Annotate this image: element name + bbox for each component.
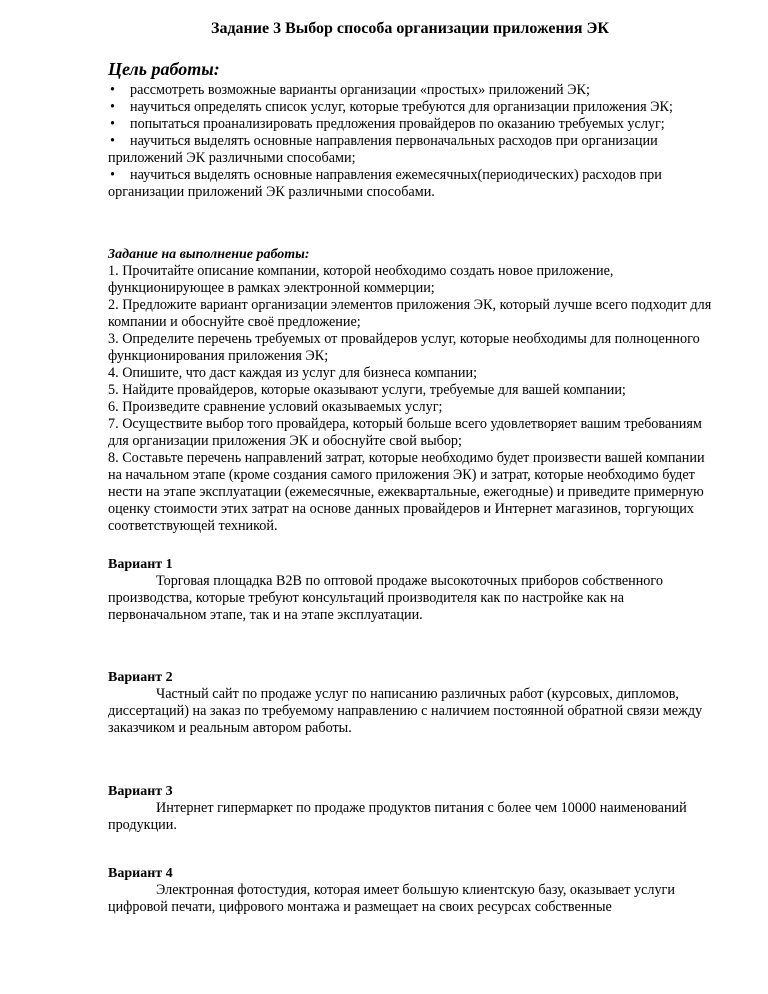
document-title: Задание 3 Выбор способа организации приложения ЭК [211,20,609,37]
goal-bullet: • научиться выделять основные направления первоначальных расходов при организации приложений ЭК различными способами; [108,133,658,166]
goal-bullet: • научиться определять список услуг, которые требуются для организации приложения ЭК; [110,99,673,115]
variant-1 [108,556,712,624]
variant-heading: Вариант 4 [108,866,173,881]
variant-text: Электронная фотостудия, которая имеет большую клиентскую базу, оказывает услуги цифровой печати, цифрового монтажа и размещает на своих ресурсах собственные [108,882,675,915]
goal-bullet: • научиться выделять основные направления ежемесячных(периодических) расходов при организации приложений ЭК различными способами. [108,167,662,200]
bullet-icon: • [110,116,115,132]
bullet-icon: • [110,167,115,183]
task-item: 2. Предложите вариант организации элементов приложения ЭК, который лучше всего подходит для компании и обоснуйте своё предложение; [108,297,712,330]
goal-heading: Цель работы: [108,59,220,79]
variant-text: Торговая площадка B2B по оптовой продаже высокоточных приборов собственного производства, которые требуют консультаций производителя как по настройке как на первоначальном этапе, так и на этапе эксплуатации. [108,573,663,623]
variant-text: Интернет гипермаркет по продаже продуктов питания с более чем 10000 наименований продукции. [108,800,687,833]
variant-text: Частный сайт по продаже услуг по написанию различных работ (курсовых, дипломов, диссертаций) на заказ по требуемому направлению с наличием постоянной обратной связи между заказчиком и реальным автором работы. [108,686,703,736]
goal-list [108,82,712,201]
task-heading: Задание на выполнение работы: [108,247,310,262]
variant-heading: Вариант 1 [108,557,173,572]
bullet-icon: • [110,99,115,115]
bullet-icon: • [110,82,115,98]
task-item: 3. Определите перечень требуемых от провайдеров услуг, которые необходимы для полноценного функционирования приложения ЭК; [108,331,700,364]
variant-heading: Вариант 2 [108,670,173,685]
task-item: 4. Опишите, что даст каждая из услуг для бизнеса компании; [108,365,478,381]
goal-bullet: • попытаться проанализировать предложения провайдеров по оказанию требуемых услуг; [110,116,665,132]
variant-2 [108,669,712,737]
variant-3 [108,783,712,834]
task-item: 7. Осуществите выбор того провайдера, который больше всего удовлетворяет вашим требованиям для организации приложения ЭК и обоснуйте свой выбор; [108,416,702,449]
goal-bullet: • рассмотреть возможные варианты организации «простых» приложений ЭК; [110,82,590,98]
task-item: 8. Составьте перечень направлений затрат, которые необходимо будет произвести вашей компании на начальном этапе (кроме создания самого приложения ЭК) и затрат, которые необходимо будет нести на этапе эксплуатации (ежемесячные, ежеквартальные, ежегодные) и приведите примерную оценку стоимости этих затрат на основе данных провайдеров и Интернет магазинов, торгующих соответствующей техникой. [108,450,705,534]
bullet-icon: • [110,133,115,149]
task-item: 1. Прочитайте описание компании, которой необходимо создать новое приложение, функционирующее в рамках электронной коммерции; [108,263,614,296]
variant-4 [108,865,712,916]
variant-heading: Вариант 3 [108,784,173,799]
task-item: 5. Найдите провайдеров, которые оказывают услуги, требуемые для вашей компании; [108,382,626,398]
task-section [108,247,712,535]
task-item: 6. Произведите сравнение условий оказываемых услуг; [108,399,443,415]
